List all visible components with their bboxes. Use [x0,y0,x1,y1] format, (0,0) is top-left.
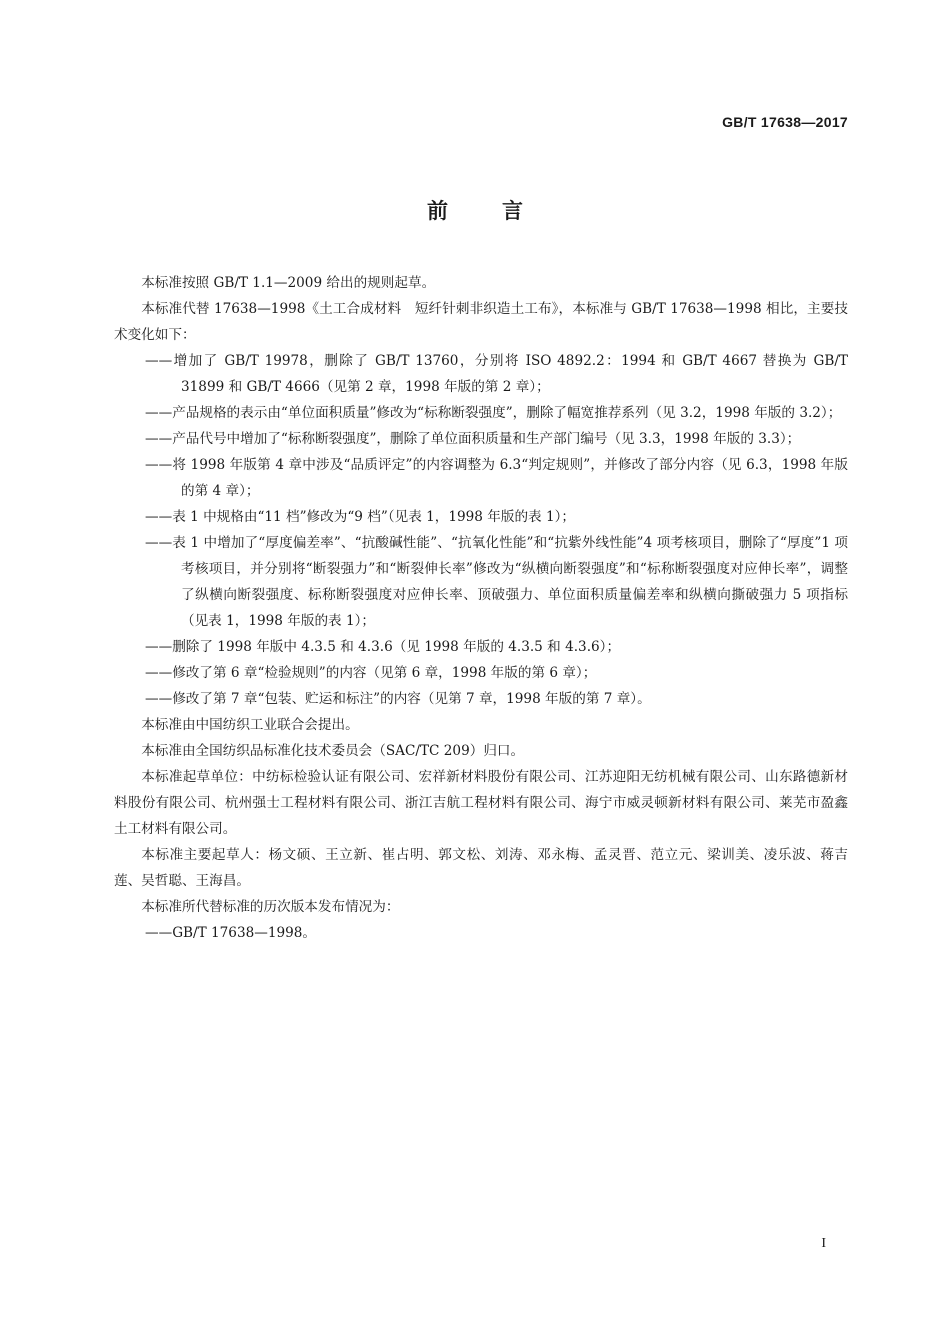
list-item: ——产品代号中增加了“标称断裂强度”，删除了单位面积质量和生产部门编号（见 3.3，1998 年版的 3.3）； [145,431,801,447]
standard-number: GB/T 17638—2017 [722,114,848,130]
page-title: 前言 [427,199,577,223]
paragraph-proposer: 本标准由中国纺织工业联合会提出。 [141,717,359,733]
list-item: ——将 1998 年版第 4 章中涉及“品质评定”的内容调整为 6.3“判定规则”，并修改了部分内容（见 6.3，1998 年版的第 4 章）； [145,457,848,499]
list-item: ——修改了第 7 章“包装、贮运和标注”的内容（见第 7 章，1998 年版的第 7 章）。 [145,691,651,707]
paragraph-history-intro: 本标准所代替标准的历次版本发布情况为： [141,899,400,915]
paragraph-drafters: 本标准主要起草人：杨文硕、王立新、崔占明、郭文松、刘涛、邓永梅、孟灵晋、范立元、梁训美、凌乐波、蒋吉莲、吴哲聪、王海昌。 [114,847,848,889]
paragraph-replaces: 本标准代替 17638—1998《土工合成材料 短纤针刺非织造土工布》，本标准与 GB/T 17638—1998 相比，主要技术变化如下： [114,301,848,343]
paragraph-committee: 本标准由全国纺织品标准化技术委员会（SAC/TC 209）归口。 [141,743,525,759]
list-item: ——表 1 中增加了“厚度偏差率”、“抗酸碱性能”、“抗氧化性能”和“抗紫外线性能”4 项考核项目，删除了“厚度”1 项考核项目，并分别将“断裂强力”和“断裂伸长率”修改为“纵横向断裂强度”和“标称断裂强度对应伸长率”，调整了纵横向断裂强度、标称断裂强度对应伸长率、顶破强力、单位面积质量偏差率和纵横向撕破强力 5 项指标（见表 1，1998 年版的表 1）； [145,535,848,629]
paragraph-drafting-units: 本标准起草单位：中纺标检验认证有限公司、宏祥新材料股份有限公司、江苏迎阳无纺机械有限公司、山东路德新材料股份有限公司、杭州强士工程材料有限公司、浙江吉航工程材料有限公司、海宁市威灵顿新材料有限公司、莱芜市盈鑫土工材料有限公司。 [114,769,848,837]
changes-list [114,348,848,712]
list-item: ——产品规格的表示由“单位面积质量”修改为“标称断裂强度”，删除了幅宽推荐系列（见 3.2，1998 年版的 3.2）； [145,405,842,421]
history-item: ——GB/T 17638—1998。 [145,925,317,941]
list-item: ——增加了 GB/T 19978，删除了 GB/T 13760，分别将 ISO 4892.2：1994 和 GB/T 4667 替换为 GB/T 31899 和 GB/T 4666（见第 2 章，1998 年版的第 2 章）； [145,353,848,395]
list-item: ——删除了 1998 年版中 4.3.5 和 4.3.6（见 1998 年版的 4.3.5 和 4.3.6）； [145,639,621,655]
foreword-body [114,270,848,946]
list-item: ——表 1 中规格由“11 档”修改为“9 档”（见表 1，1998 年版的表 1）； [145,509,575,525]
list-item: ——修改了第 6 章“检验规则”的内容（见第 6 章，1998 年版的第 6 章）； [145,665,597,681]
page-number: I [821,1236,826,1251]
paragraph-drafting-rules: 本标准按照 GB/T 1.1—2009 给出的规则起草。 [141,275,436,291]
